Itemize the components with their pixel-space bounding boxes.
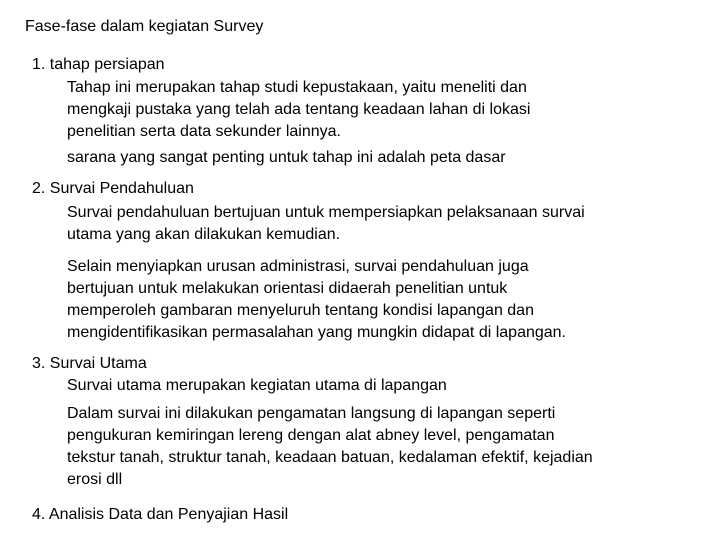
section-1-paragraph-2 — [67, 147, 707, 169]
section-heading-2: 2. Survai Pendahuluan — [32, 180, 194, 197]
section-3-paragraph-2 — [67, 403, 707, 491]
text-line: utama yang akan dilakukan kemudian. — [67, 226, 341, 243]
section-heading-4: 4. Analisis Data dan Penyajian Hasil — [32, 506, 289, 523]
section-2-paragraph-2 — [67, 256, 707, 344]
section-3-paragraph-1 — [67, 375, 707, 397]
text-line: bertujuan untuk melakukan orientasi didaerah penelitian untuk — [67, 280, 508, 297]
text-line: Dalam survai ini dilakukan pengamatan langsung di lapangan seperti — [67, 405, 556, 422]
page-title: Fase-fase dalam kegiatan Survey — [25, 18, 264, 35]
text-line: memperoleh gambaran menyeluruh tentang kondisi lapangan dan — [67, 302, 534, 319]
text-line: erosi dll — [67, 471, 123, 488]
text-line: mengkaji pustaka yang telah ada tentang keadaan lahan di lokasi — [67, 101, 531, 118]
text-line: mengidentifikasikan permasalahan yang mungkin didapat di lapangan. — [67, 324, 566, 341]
text-line: sarana yang sangat penting untuk tahap ini adalah peta dasar — [67, 149, 506, 166]
section-1-paragraph-1 — [67, 77, 707, 143]
text-line: Survai pendahuluan bertujuan untuk mempersiapkan pelaksanaan survai — [67, 204, 585, 221]
text-line: Selain menyiapkan urusan administrasi, survai pendahuluan juga — [67, 258, 529, 275]
section-2-paragraph-1 — [67, 202, 707, 246]
section-heading-3: 3. Survai Utama — [32, 355, 147, 372]
text-line: pengukuran kemiringan lereng dengan alat abney level, pengamatan — [67, 427, 555, 444]
text-line: Survai utama merupakan kegiatan utama di lapangan — [67, 377, 447, 394]
text-line: Tahap ini merupakan tahap studi kepustakaan, yaitu meneliti dan — [67, 79, 527, 96]
text-line: penelitian serta data sekunder lainnya. — [67, 123, 341, 140]
section-heading-1: 1. tahap persiapan — [32, 56, 165, 73]
text-line: tekstur tanah, struktur tanah, keadaan batuan, kedalaman efektif, kejadian — [67, 449, 593, 466]
